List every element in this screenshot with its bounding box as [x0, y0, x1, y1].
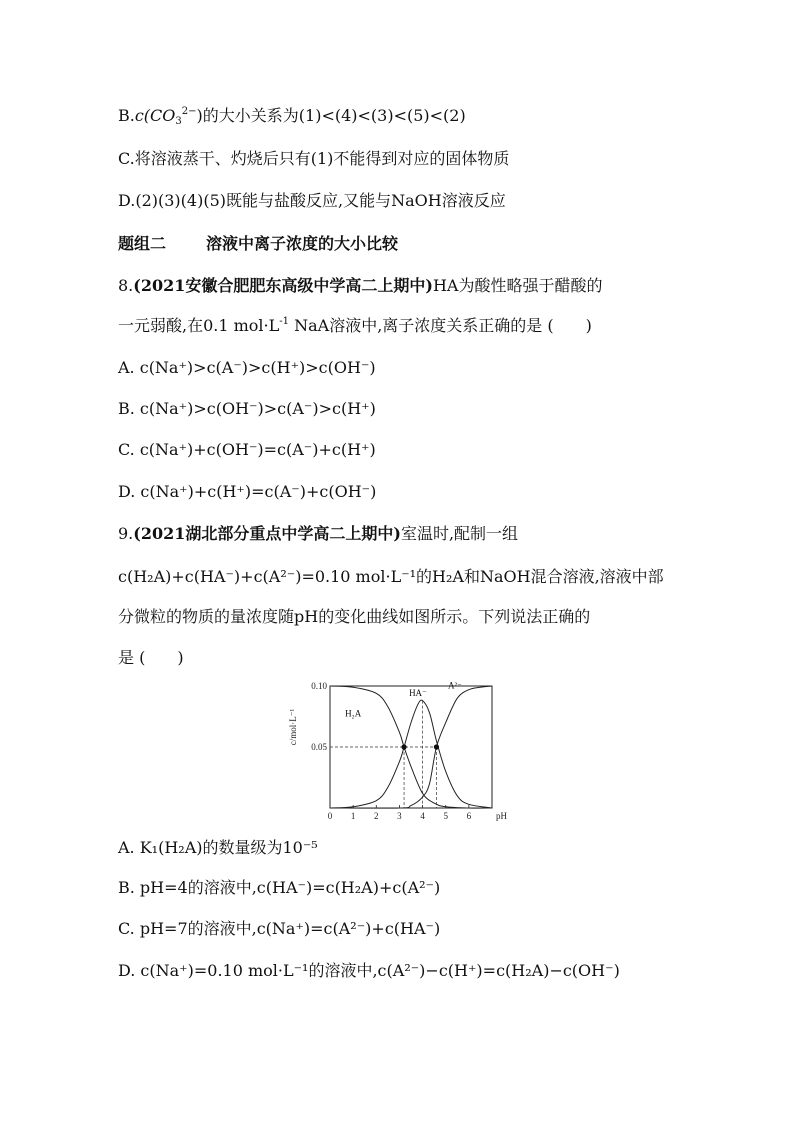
group-label: 题组二: [118, 234, 167, 253]
superscript: 2−: [181, 106, 197, 117]
x-tick-label: 1: [350, 811, 356, 821]
option-c-prev: C.将溶液蒸干、灼烧后只有(1)不能得到对应的固体物质: [118, 149, 510, 168]
x-tick-label: 6: [466, 811, 472, 821]
x-axis-label: pH: [496, 811, 507, 821]
series-label: HA⁻: [409, 687, 427, 698]
species-distribution-chart: [280, 676, 520, 826]
option-b-prev: [118, 106, 466, 127]
question-text: 室温时,配制一组: [400, 524, 519, 543]
superscript: -1: [279, 316, 290, 327]
question-9-stem-line3: 分微粒的物质的量浓度随pH的变化曲线如图所示。下列说法正确的: [118, 607, 591, 626]
group-heading: [118, 236, 398, 252]
q9-option-b: B. pH=4的溶液中,c(HA⁻)=c(H₂A)+c(A²⁻): [118, 878, 441, 897]
question-9-stem-line4: 是 ( ): [118, 648, 184, 667]
question-text: HA为酸性略强于醋酸的: [432, 276, 603, 295]
intersection-point: [401, 744, 406, 749]
option-d-prev: D.(2)(3)(4)(5)既能与盐酸反应,又能与NaOH溶液反应: [118, 191, 506, 210]
question-text: NaA溶液中,离子浓度关系正确的是 ( ): [289, 316, 592, 335]
q8-option-d: D. c(Na⁺)+c(H⁺)=c(A⁻)+c(OH⁻): [118, 482, 377, 501]
x-tick-label: 5: [443, 811, 448, 821]
series-label: A²⁻: [447, 680, 462, 691]
option-lead: c(CO: [134, 106, 176, 125]
y-tick-label: 0.05: [311, 742, 327, 752]
question-8-stem-line2: [118, 318, 592, 334]
q9-option-d: D. c(Na⁺)=0.10 mol·L⁻¹的溶液中,c(A²⁻)−c(H⁺)=c(H₂A)−c(OH⁻): [118, 961, 620, 980]
option-label: B.: [118, 106, 135, 125]
question-9-stem-line2: c(H₂A)+c(HA⁻)+c(A²⁻)=0.10 mol·L⁻¹的H₂A和NaOH混合溶液,溶液中部: [118, 567, 664, 586]
question-8-stem: [118, 278, 602, 294]
question-source: (2021安徽合肥肥东高级中学高二上期中): [133, 276, 433, 295]
intersection-point: [434, 744, 439, 749]
question-text: 一元弱酸,在0.1 mol·L: [118, 316, 280, 335]
question-number: 9.: [118, 524, 134, 543]
x-tick-label: 4: [420, 811, 425, 821]
option-text: )的大小关系为(1)<(4)<(3)<(5)<(2): [196, 106, 466, 125]
x-tick-label: 2: [374, 811, 379, 821]
question-number: 8.: [118, 276, 134, 295]
x-tick-label: 3: [397, 811, 402, 821]
question-9-stem: [118, 526, 518, 542]
q8-option-b: B. c(Na⁺)>c(OH⁻)>c(A⁻)>c(H⁺): [118, 399, 376, 418]
question-source: (2021湖北部分重点中学高二上期中): [133, 524, 401, 543]
x-tick-label: 0: [327, 811, 333, 821]
q9-option-a: A. K₁(H₂A)的数量级为10⁻⁵: [118, 838, 318, 857]
y-tick-label: 0.10: [311, 681, 327, 691]
q8-option-c: C. c(Na⁺)+c(OH⁻)=c(A⁻)+c(H⁺): [118, 440, 376, 459]
subscript: 3: [175, 116, 182, 127]
group-title: 溶液中离子浓度的大小比较: [206, 234, 399, 253]
q9-option-c: C. pH=7的溶液中,c(Na⁺)=c(A²⁻)+c(HA⁻): [118, 919, 441, 938]
q8-option-a: A. c(Na⁺)>c(A⁻)>c(H⁺)>c(OH⁻): [118, 358, 376, 377]
series-label: H₂A: [345, 708, 362, 719]
y-axis-label: c/mol·L⁻¹: [288, 708, 298, 746]
